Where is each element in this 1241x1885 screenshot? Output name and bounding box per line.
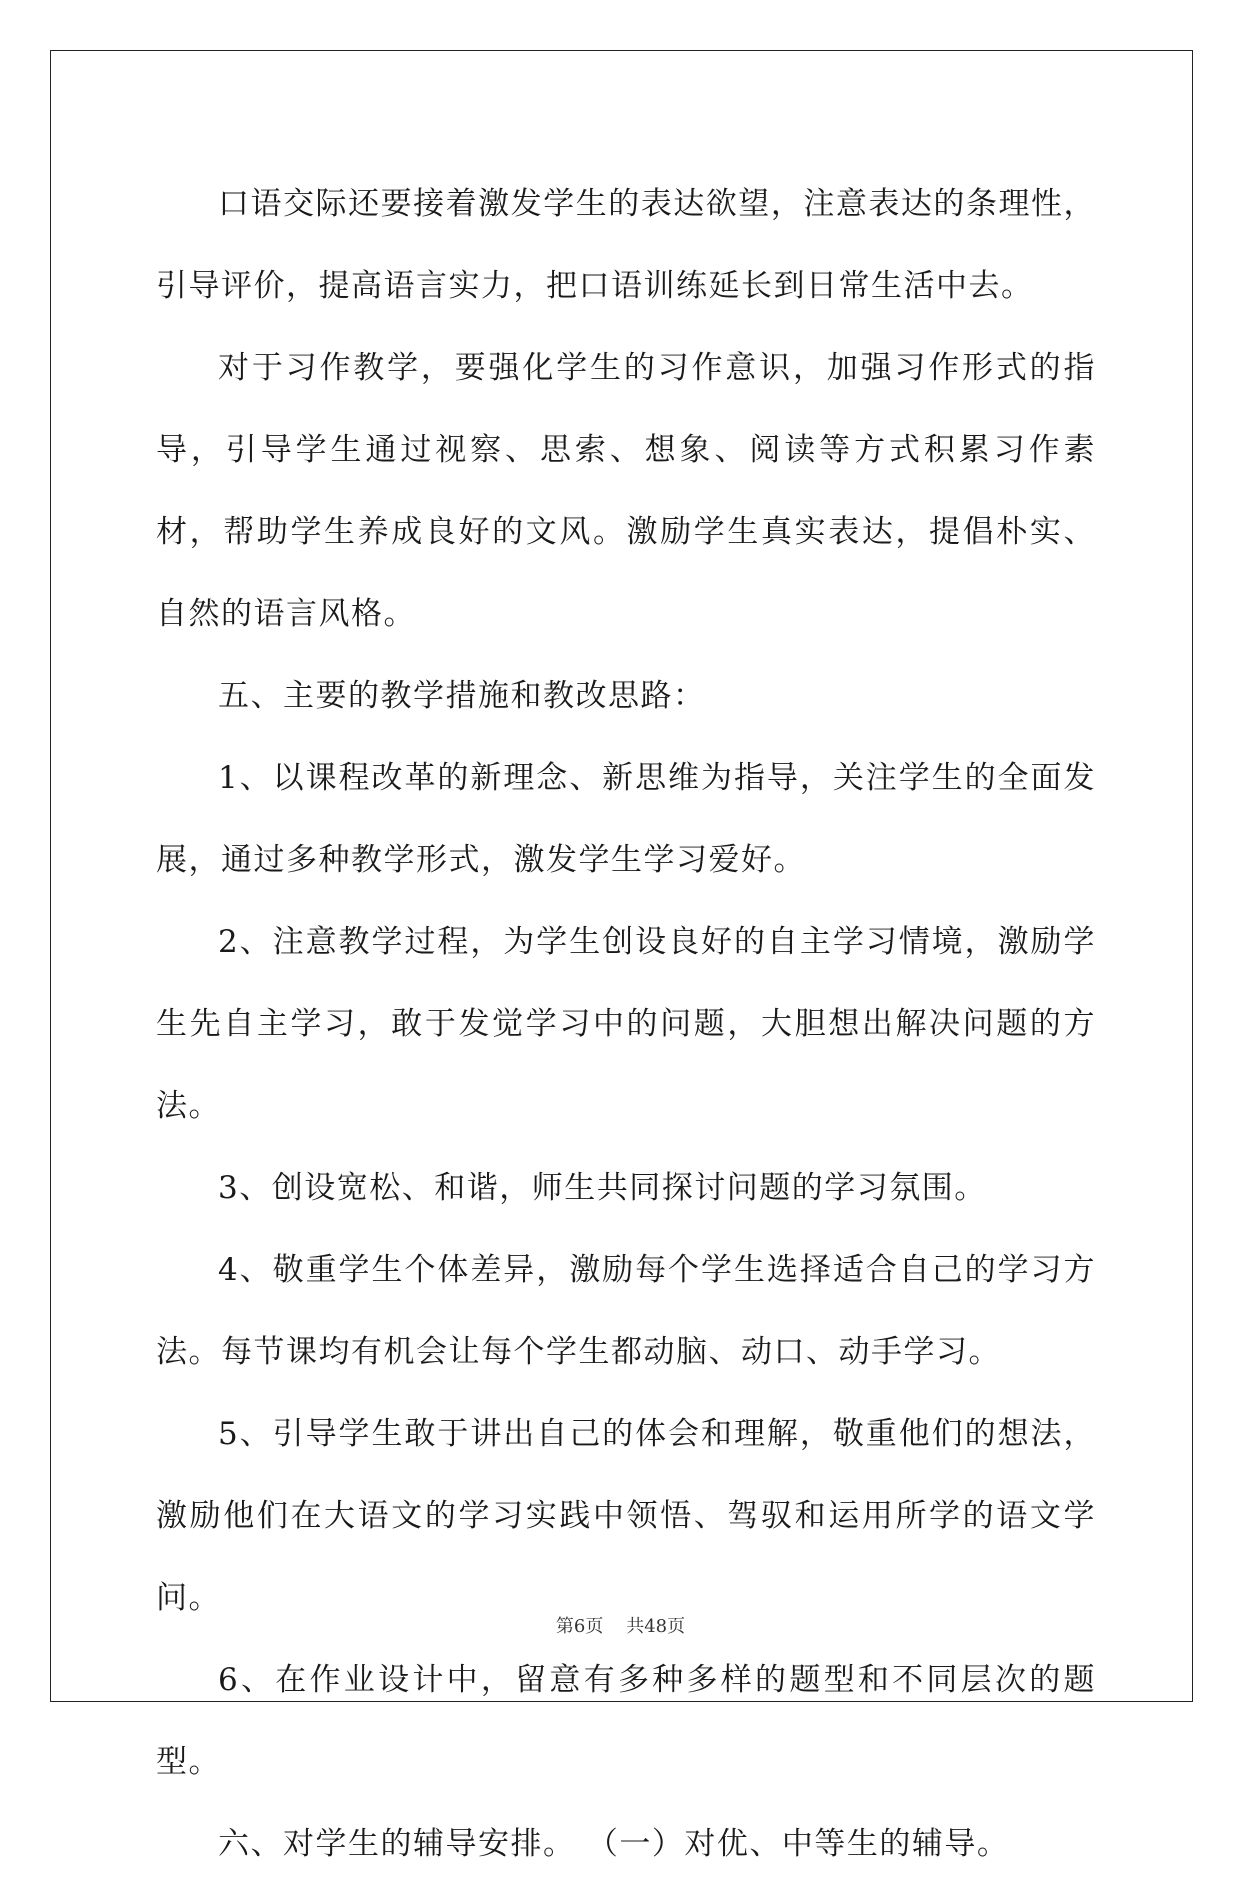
page-label-mid: 页 <box>585 1616 604 1637</box>
page-label-prefix: 第 <box>555 1616 574 1637</box>
paragraph-oral-communication: 口语交际还要接着激发学生的表达欲望，注意表达的条理性，引导评价，提高语言实力，把口语训练延长到日常生活中去。 <box>156 186 1096 304</box>
list-item-6: 6、在作业设计中，留意有多种多样的题型和不同层次的题型。 <box>156 1662 1096 1780</box>
list-item-3: 3、创设宽松、和谐，师生共同探讨问题的学习氛围。 <box>218 1170 987 1206</box>
paragraph-writing-teaching: 对于习作教学，要强化学生的习作意识，加强习作形式的指导，引导学生通过视察、思索、想象、阅读等方式积累习作素材，帮助学生养成良好的文风。激励学生真实表达，提倡朴实、自然的语言风格。 <box>156 350 1096 632</box>
list-item-1: 1、以课程改革的新理念、新思维为指导，关注学生的全面发展，通过多种教学形式，激发学生学习爱好。 <box>156 760 1096 878</box>
list-item-4: 4、敬重学生个体差异，激励每个学生选择适合自己的学习方法。每节课均有机会让每个学生都动脑、动口、动手学习。 <box>156 1252 1096 1370</box>
total-pages-number: 48 <box>644 1616 668 1637</box>
list-item-5: 5、引导学生敢于讲出自己的体会和理解，敬重他们的想法，激励他们在大语文的学习实践中领悟、驾驭和运用所学的语文学问。 <box>156 1416 1096 1616</box>
page-footer <box>0 1612 1241 1638</box>
section-heading-tutoring: 六、对学生的辅导安排。 （一）对优、中等生的辅导。 <box>218 1826 1010 1862</box>
current-page-number: 6 <box>573 1616 586 1637</box>
total-label-suffix: 页 <box>667 1616 686 1637</box>
total-label-prefix: 共 <box>626 1616 645 1637</box>
list-item-2: 2、注意教学过程，为学生创设良好的自主学习情境，激励学生先自主学习，敢于发觉学习中的问题，大胆想出解决问题的方法。 <box>156 924 1096 1124</box>
section-heading-measures: 五、主要的教学措施和教改思路： <box>218 678 706 714</box>
